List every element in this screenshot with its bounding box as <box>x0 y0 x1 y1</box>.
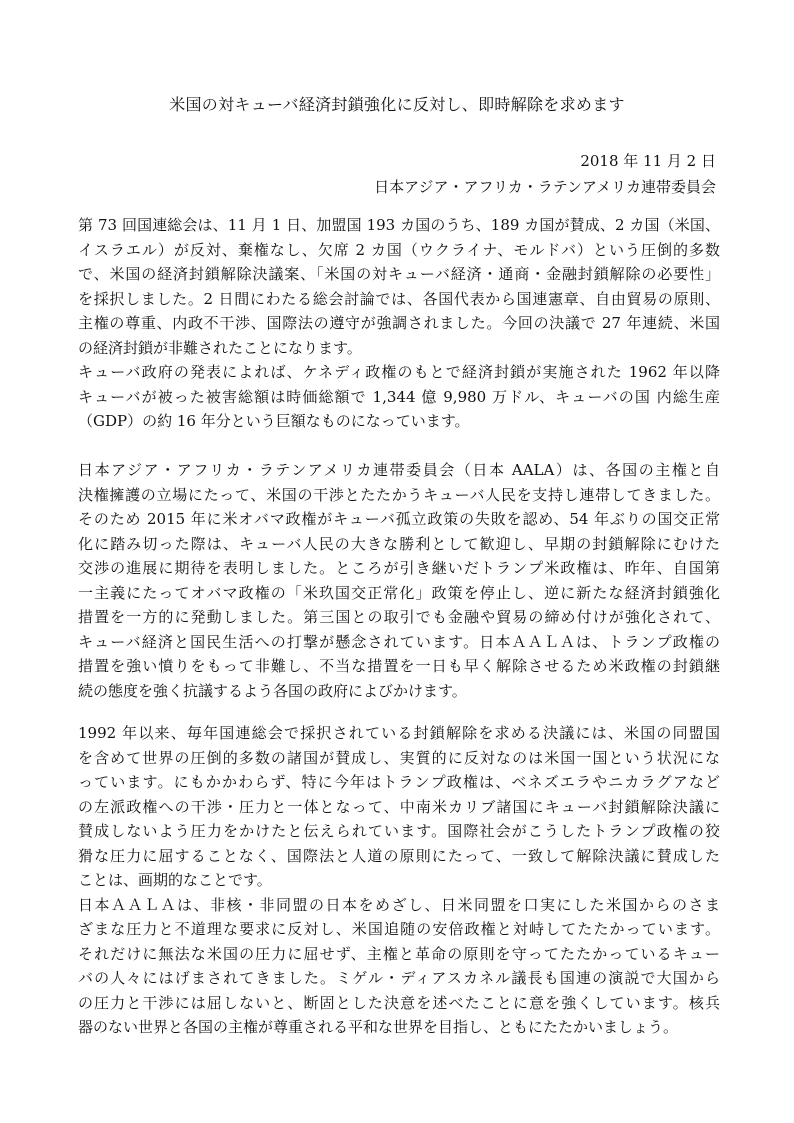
document-title: 米国の対キューバ経済封鎖強化に反対し、即時解除を求めます <box>169 95 625 114</box>
text-line: 第 73 回国連総会は、11 月 1 日、加盟国 193 カ国のうち、189 カ国が賛成、2 カ国（米国、 <box>78 216 720 234</box>
text-line: キューバが被った被害総額は時価総額で 1,344 億 9,980 万ドル、キューバの国 内総生産 <box>78 387 720 406</box>
text-line: 化に踏み切った際は、キューバ人民の大きな勝利として歓迎し、早期の封鎖解除にむけた <box>78 534 720 553</box>
text-line: 日本アジア・アフリカ・ラテンアメリカ連帯委員会（日本 AALA）は、各国の主権と自 <box>78 461 720 479</box>
text-line: 賛成しないよう圧力をかけたと伝えられています。国際社会がこうしたトランプ政権の狡 <box>78 822 720 840</box>
text-line: 措置を一方的に発動しました。第三国との取引でも金融や貿易の締め付けが強化されて、 <box>78 608 720 626</box>
text-line: を採択しました。2 日間にわたる総会討論では、各国代表から国連憲章、自由貿易の原則、 <box>78 289 720 308</box>
text-line: それだけに無法な米国の圧力に屈せず、主権と革命の原則を守ってたたかっているキュー <box>78 944 720 963</box>
paragraph-1 <box>78 213 720 434</box>
text-line: キューバ経済と国民生活への打撃が懸念されています。日本ＡＡＬＡは、トランプ政権の <box>78 632 720 651</box>
text-line: そのため 2015 年に米オバマ政権がキューバ孤立政策の失敗を認め、54 年ぶりの国交正常 <box>78 510 720 528</box>
text-line: バの人々にはげまされてきました。ミゲル・ディアスカネル議長も国連の演説で大国から <box>78 969 720 987</box>
text-line: （GDP）の約 16 年分という巨額なものになっています。 <box>78 412 470 430</box>
text-line: 猾な圧力に屈することなく、国際法と人道の原則にたって、一致して解除決議に賛成した <box>78 846 720 865</box>
text-line: 1992 年以来、毎年国連総会で採択されている封鎖解除を求める決議には、米国の同盟国 <box>78 724 720 742</box>
text-line: 一主義にたってオバマ政権の「米玖国交正常化」政策を停止し、逆に新たな経済封鎖強化 <box>78 583 720 602</box>
text-line: キューバ政府の発表によれば、ケネディ政権のもとで経済封鎖が実施された 1962 年以降 <box>78 363 720 381</box>
text-line: 措置を強い憤りをもって非難し、不当な措置を一日も早く解除させるため米政権の封鎖継 <box>78 657 720 675</box>
text-line: で、米国の経済封鎖解除決議案、「米国の対キューバ経済・通商・金融封鎖解除の必要性」 <box>78 265 720 283</box>
document-date: 2018 年 11 月 2 日 <box>580 152 716 170</box>
text-line: 続の態度を強く抗議するよう各国の政府によびかけます。 <box>78 681 467 700</box>
text-line: ざまな圧力と不道理な要求に反対し、米国追随の安倍政権と対峙してたたかっています。 <box>78 920 720 938</box>
paragraph-3 <box>78 721 720 1040</box>
text-line: を含めて世界の圧倒的多数の諸国が賛成し、実質的に反対なのは米国一国という状況にな <box>78 748 720 767</box>
text-line: 決権擁護の立場にたって、米国の干渉とたたかうキューバ人民を支持し連帯してきました。 <box>78 485 720 504</box>
issuing-organization: 日本アジア・アフリカ・ラテンアメリカ連帯委員会 <box>374 178 716 196</box>
text-line: イスラエル）が反対、棄権なし、欠席 2 カ国（ウクライナ、モルドバ）という圧倒的多数 <box>78 240 720 259</box>
document-meta <box>374 148 716 200</box>
text-line: 日本ＡＡＬＡは、非核・非同盟の日本をめざし、日米同盟を口実にした米国からのさま <box>78 895 720 914</box>
text-line: っています。にもかかわらず、特に今年はトランプ政権は、ベネズエラやニカラグアなど <box>78 773 720 791</box>
paragraph-2 <box>78 458 720 703</box>
text-line: 主権の尊重、内政不干渉、国際法の遵守が強調されました。今回の決議で 27 年連続、米国 <box>78 314 720 332</box>
text-line: の左派政権への干渉・圧力と一体となって、中南米カリブ諸国にキューバ封鎖解除決議に <box>78 797 720 816</box>
text-line: の圧力と干渉には屈しないと、断固とした決意を述べたことに意を強くしています。核兵 <box>78 993 720 1012</box>
text-line: ことは、画期的なことです。 <box>78 871 272 889</box>
text-line: 器のない世界と各国の主権が尊重される平和な世界を目指し、ともにたたかいましょう。 <box>78 1018 679 1036</box>
text-line: 交渉の進展に期待を表明しました。ところが引き継いだトランプ米政権は、昨年、自国第 <box>78 559 720 577</box>
text-line: の経済封鎖が非難されたことになります。 <box>78 338 362 357</box>
